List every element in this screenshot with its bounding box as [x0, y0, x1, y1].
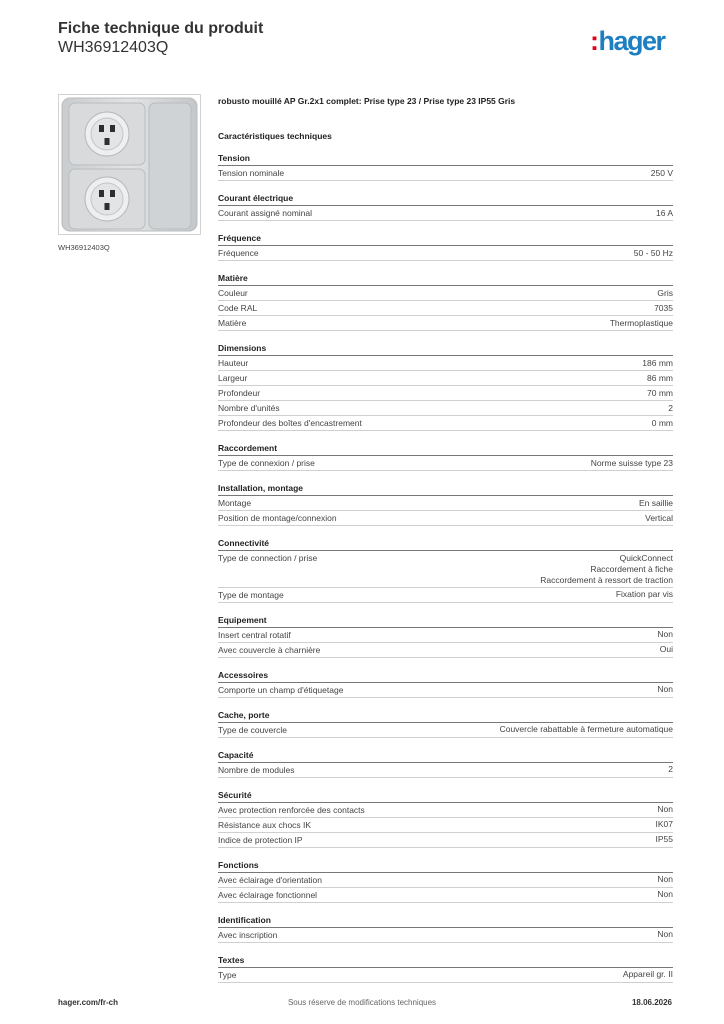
spec-row — [218, 643, 673, 658]
spec-label: Profondeur — [218, 388, 261, 398]
spec-row — [218, 286, 673, 301]
spec-group — [218, 342, 673, 431]
spec-label: Type de montage — [218, 589, 284, 600]
spec-row — [218, 401, 673, 416]
spec-label: Tension nominale — [218, 168, 285, 178]
spec-group — [218, 859, 673, 903]
spec-value: 86 mm — [647, 372, 673, 383]
product-description: robusto mouillé AP Gr.2x1 complet: Prise type 23 / Prise type 23 IP55 Gris — [218, 96, 516, 106]
spec-row — [218, 166, 673, 181]
spec-row — [218, 683, 673, 698]
spec-value: Non — [657, 874, 673, 884]
spec-label: Avec éclairage fonctionnel — [218, 889, 318, 900]
spec-group-title: Textes — [218, 954, 673, 968]
product-image — [58, 94, 201, 235]
spec-label: Hauteur — [218, 358, 249, 368]
spec-group-title: Tension — [218, 152, 673, 166]
spec-group — [218, 272, 673, 331]
spec-group-title: Installation, montage — [218, 482, 673, 496]
spec-group — [218, 232, 673, 261]
spec-row — [218, 818, 673, 833]
spec-value: 0 mm — [651, 417, 673, 428]
spec-row — [218, 386, 673, 401]
spec-group — [218, 192, 673, 221]
footer-website-link[interactable]: hager.com/fr-ch — [58, 998, 119, 1007]
spec-label: Fréquence — [218, 248, 259, 258]
spec-label: Montage — [218, 498, 252, 508]
spec-group-title: Fréquence — [218, 232, 673, 246]
spec-group-title: Raccordement — [218, 442, 673, 456]
product-code: WH36912403Q — [58, 39, 169, 56]
spec-value: Non — [657, 804, 673, 814]
spec-value: En saillie — [638, 497, 673, 508]
spec-row — [218, 371, 673, 386]
spec-group — [218, 709, 673, 738]
spec-row — [218, 888, 673, 903]
spec-group — [218, 614, 673, 658]
spec-label: Position de montage/connexion — [218, 513, 337, 523]
spec-label: Type de couvercle — [218, 724, 287, 735]
spec-group — [218, 537, 673, 603]
spec-table — [218, 152, 673, 994]
spec-group-title: Dimensions — [218, 342, 673, 356]
spec-value: Vertical — [645, 512, 673, 523]
spec-value: 2 — [668, 764, 673, 774]
spec-value: 16 A — [655, 207, 673, 218]
spec-row — [218, 416, 673, 431]
spec-group-title: Capacité — [218, 749, 673, 763]
spec-group-title: Accessoires — [218, 669, 673, 683]
spec-label: Profondeur des boîtes d'encastrement — [218, 418, 362, 428]
spec-value: Appareil gr. II — [622, 969, 673, 979]
spec-label: Type de connection / prise — [218, 553, 318, 563]
spec-label: Avec éclairage d'orientation — [218, 874, 323, 885]
spec-label: Comporte un champ d'étiquetage — [218, 684, 344, 695]
spec-value: IK07 — [655, 819, 673, 829]
spec-group-title: Connectivité — [218, 537, 673, 551]
spec-group — [218, 482, 673, 526]
spec-group — [218, 749, 673, 778]
footer-date: 18.06.2026 — [631, 998, 672, 1007]
socket-outlet-icon — [59, 95, 200, 234]
spec-group — [218, 442, 673, 471]
spec-value: 186 mm — [642, 357, 673, 368]
spec-row — [218, 803, 673, 818]
spec-group — [218, 954, 673, 983]
spec-row — [218, 206, 673, 221]
spec-row — [218, 968, 673, 983]
page-title: Fiche technique du produit — [58, 20, 264, 37]
spec-value: Fixation par vis — [615, 589, 673, 599]
spec-label: Avec inscription — [218, 929, 278, 940]
footer-disclaimer: Sous réserve de modifications techniques — [287, 998, 437, 1007]
spec-row — [218, 628, 673, 643]
spec-value: 50 - 50 Hz — [633, 247, 673, 258]
spec-value: Oui — [659, 644, 673, 654]
spec-label: Indice de protection IP — [218, 834, 303, 845]
spec-row — [218, 551, 673, 588]
spec-value: Couvercle rabattable à fermeture automatique — [499, 724, 673, 734]
spec-value: QuickConnect Raccordement à fiche Raccordement à ressort de traction — [540, 552, 673, 585]
spec-group — [218, 914, 673, 943]
spec-value: Non — [657, 684, 673, 694]
spec-group-title: Matière — [218, 272, 673, 286]
spec-group-title: Courant électrique — [218, 192, 673, 206]
hager-logo[interactable] — [590, 26, 665, 56]
spec-value: Non — [657, 889, 673, 899]
spec-label: Avec couvercle à charnière — [218, 644, 321, 655]
spec-row — [218, 356, 673, 371]
spec-group — [218, 789, 673, 848]
spec-group-title: Fonctions — [218, 859, 673, 873]
spec-value: Thermoplastique — [609, 317, 673, 328]
spec-row — [218, 316, 673, 331]
spec-label: Insert central rotatif — [218, 629, 291, 640]
spec-row — [218, 496, 673, 511]
spec-row — [218, 511, 673, 526]
spec-group-title: Cache, porte — [218, 709, 673, 723]
spec-label: Couleur — [218, 288, 248, 298]
logo-colon-icon: : — [590, 26, 598, 56]
spec-value: 7035 — [654, 302, 673, 313]
spec-label: Type — [218, 969, 237, 980]
spec-label: Type de connexion / prise — [218, 458, 315, 468]
spec-label: Largeur — [218, 373, 248, 383]
spec-label: Résistance aux chocs IK — [218, 819, 312, 830]
spec-value: Non — [657, 929, 673, 939]
logo-text: hager — [598, 26, 665, 56]
spec-value: IP55 — [655, 834, 673, 844]
spec-group-title: Identification — [218, 914, 673, 928]
spec-label: Avec protection renforcée des contacts — [218, 804, 365, 815]
spec-row — [218, 301, 673, 316]
image-caption: WH36912403Q — [58, 243, 110, 252]
spec-value: Non — [657, 629, 673, 639]
spec-group — [218, 152, 673, 181]
spec-row — [218, 928, 673, 943]
spec-value: Norme suisse type 23 — [590, 457, 673, 468]
spec-heading: Caractéristiques techniques — [218, 131, 332, 141]
spec-group-title: Sécurité — [218, 789, 673, 803]
spec-row — [218, 873, 673, 888]
spec-label: Nombre de modules — [218, 764, 295, 775]
spec-row — [218, 246, 673, 261]
spec-row — [218, 723, 673, 738]
spec-label: Courant assigné nominal — [218, 208, 313, 218]
spec-group — [218, 669, 673, 698]
spec-value: 70 mm — [647, 387, 673, 398]
spec-group-title: Equipement — [218, 614, 673, 628]
spec-row — [218, 833, 673, 848]
spec-value: 2 — [668, 402, 673, 413]
spec-row — [218, 763, 673, 778]
spec-label: Code RAL — [218, 303, 258, 313]
spec-row — [218, 588, 673, 603]
spec-label: Matière — [218, 318, 247, 328]
spec-value: Gris — [657, 287, 673, 298]
spec-value: 250 V — [650, 167, 673, 178]
spec-label: Nombre d'unités — [218, 403, 280, 413]
spec-row — [218, 456, 673, 471]
